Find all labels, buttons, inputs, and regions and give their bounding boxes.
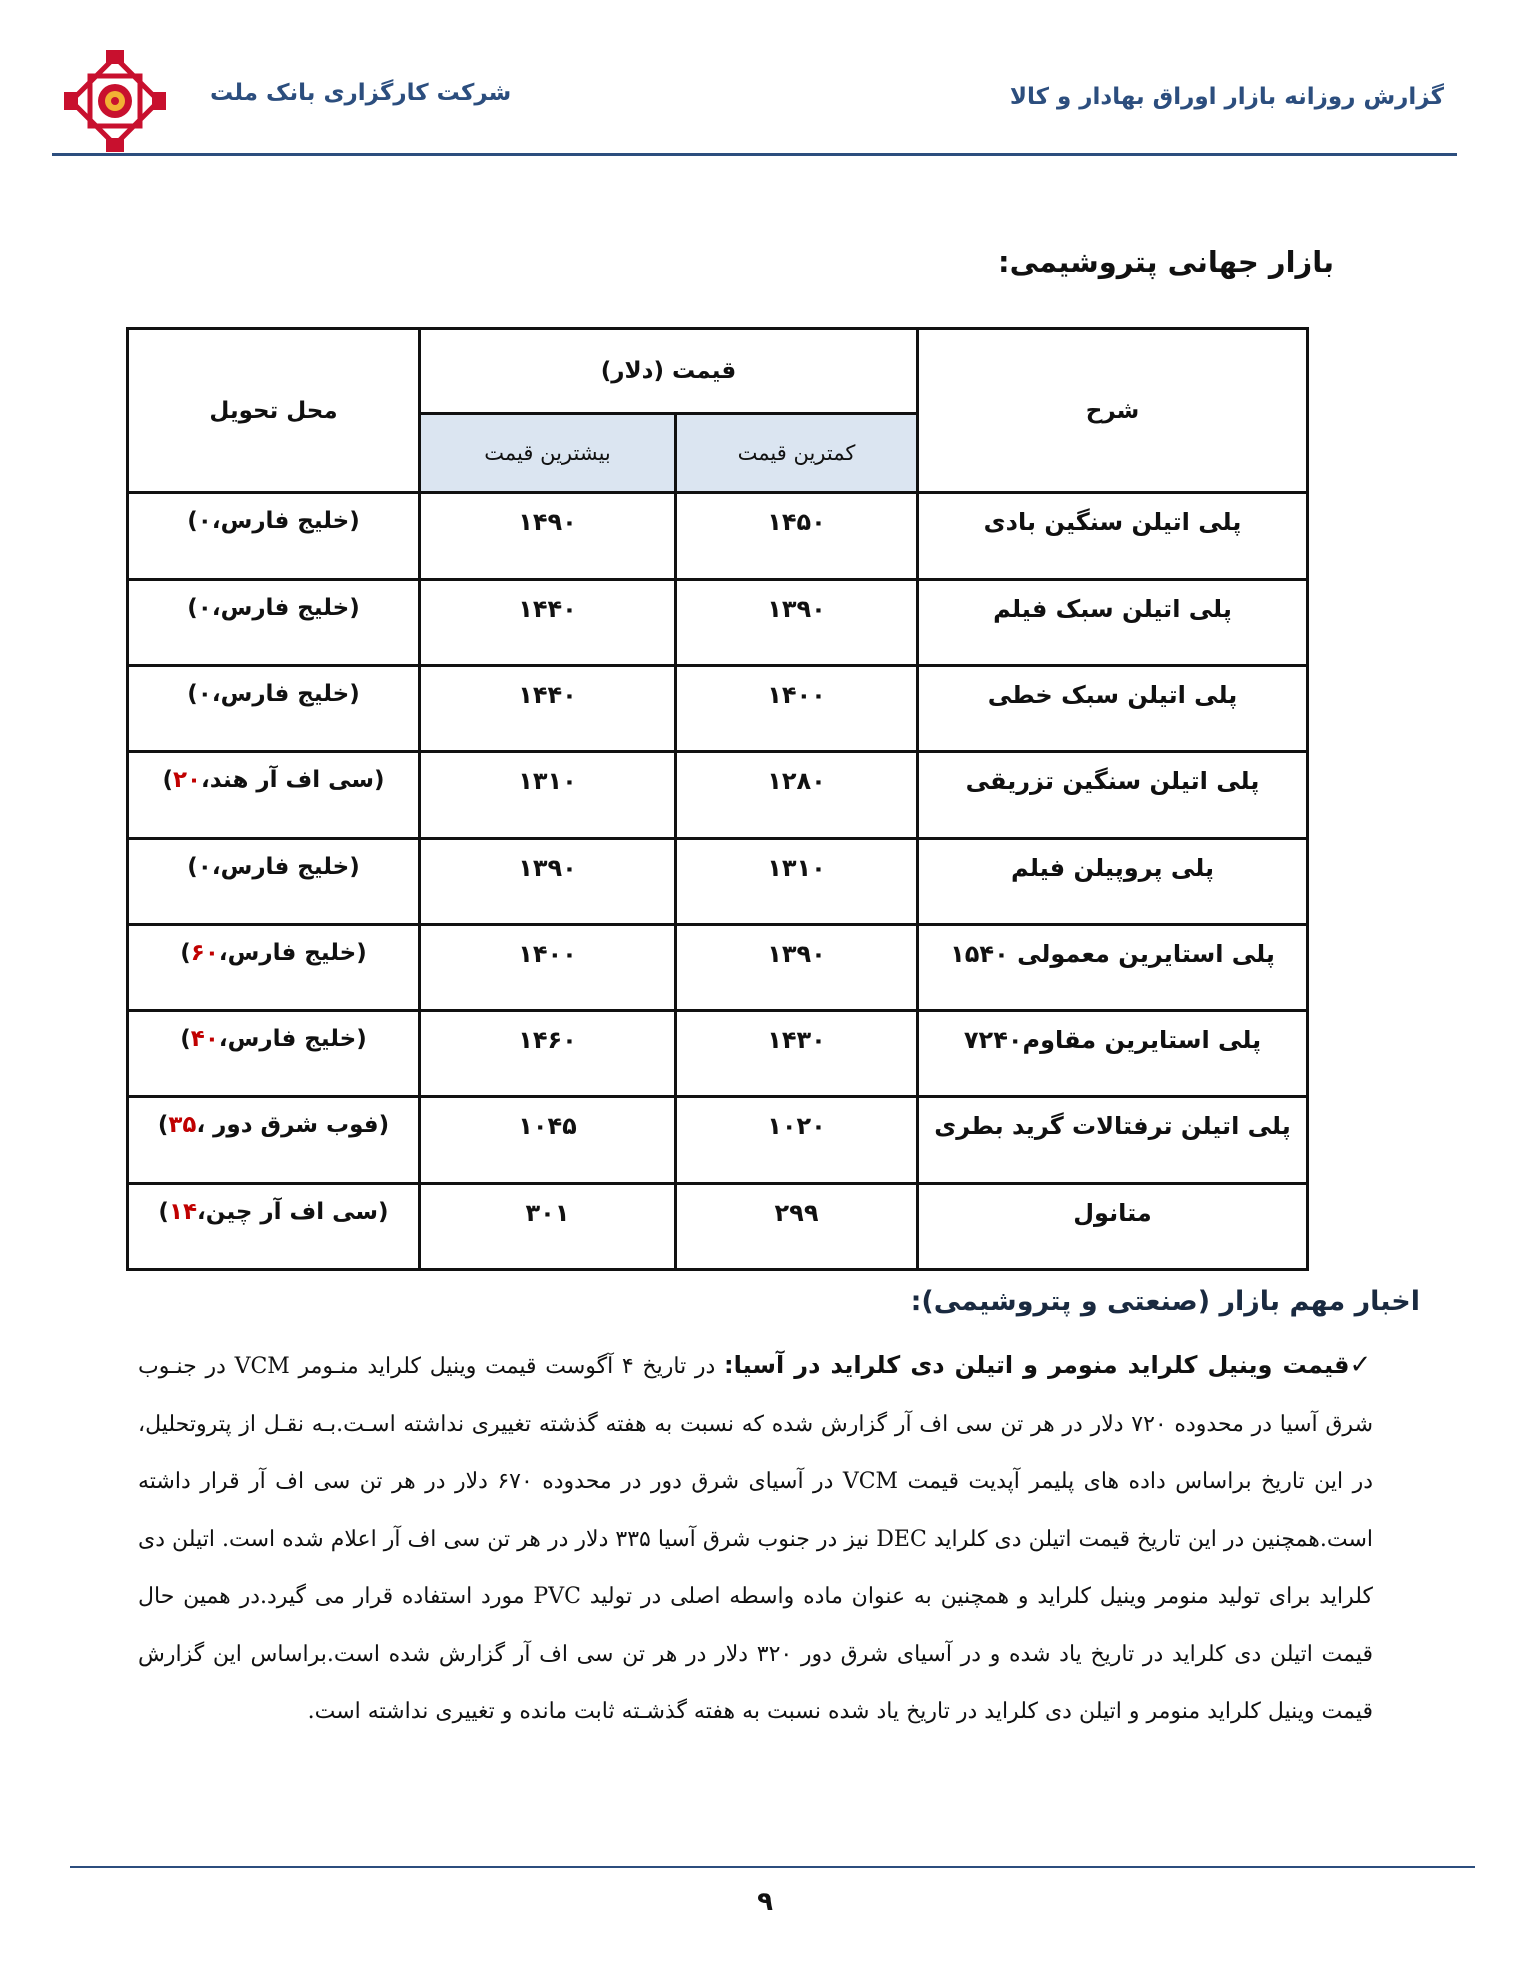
- header-divider: [52, 153, 1457, 156]
- delivery-close-paren: ): [162, 767, 173, 794]
- delivery-close-paren: ): [157, 1112, 169, 1139]
- product-name: متانول: [918, 1183, 1308, 1269]
- min-price: ۱۳۱۰: [676, 838, 918, 924]
- min-price: ۱۴۳۰: [676, 1011, 918, 1097]
- delivery-close-paren: ): [180, 1026, 191, 1053]
- product-name: پلی اتیلن سنگین تزریقی: [918, 752, 1308, 838]
- delivery-place: (سی اف آر چین،: [197, 1198, 389, 1225]
- min-price: ۱۳۹۰: [676, 579, 918, 665]
- max-price: ۱۴۴۰: [420, 666, 676, 752]
- min-price: ۲۹۹: [676, 1183, 918, 1269]
- max-price: ۱۳۱۰: [420, 752, 676, 838]
- page-number: ۹: [757, 1887, 773, 1917]
- footer-divider: [70, 1866, 1475, 1868]
- max-price: ۱۴۴۰: [420, 579, 676, 665]
- price-change: ۳۵: [168, 1112, 197, 1139]
- header-max-price: بیشترین قیمت: [420, 414, 676, 493]
- product-name: پلی اتیلن سبک فیلم: [918, 579, 1308, 665]
- product-name: پلی پروپیلن فیلم: [918, 838, 1308, 924]
- delivery-location: [128, 666, 420, 752]
- delivery-location: [128, 493, 420, 579]
- table-row: [128, 579, 1308, 665]
- checkmark-icon: ✓: [1349, 1350, 1373, 1380]
- delivery-place: (سی اف آر هند،: [201, 767, 385, 794]
- delivery-location: [128, 579, 420, 665]
- delivery-location: [128, 752, 420, 838]
- delivery-place: (خلیج فارس،: [211, 681, 360, 707]
- delivery-location: [128, 924, 420, 1010]
- company-name: شرکت کارگزاری بانک ملت: [210, 80, 512, 106]
- max-price: ۱۳۹۰: [420, 838, 676, 924]
- max-price: ۱۴۶۰: [420, 1011, 676, 1097]
- news-body: در تاریخ ۴ آگوست قیمت وینیل کلراید منـومر VCM در جنـوب شرق آسیا در محدوده ۷۲۰ دلار در هر تن سی اف آر گزارش شده که نسبت به هفته گذشته تغییری نداشته اسـت.بـه نقـل از پتروتحلیل، در این تاریخ براساس داده های پلیمر آپدیت قیمت VCM در آسیای شرق دور در محدوده ۶۷۰ دلار در هر تن سی اف آر قرار داشته است.همچنین در این تاریخ قیمت اتیلن دی کلراید DEC نیز در جنوب شرق آسیا ۳۳۵ دلار در هر تن سی اف آر اعلام شده است. اتیلن دی کلراید برای تولید منومر وینیل کلراید و همچنین به عنوان ماده واسطه اصلی در تولید PVC مورد استفاده قرار می گیرد.در همین حال قیمت اتیلن دی کلراید در تاریخ یاد شده و در آسیای شرق دور ۳۲۰ دلار در هر تن سی اف آر گزارش شده است.براساس این گزارش قیمت وینیل کلراید منومر و اتیلن دی کلراید در تاریخ یاد شده نسبت به هفته گذشـته ثابت مانده و تغییری نداشته است.: [138, 1354, 1374, 1724]
- max-price: ۱۴۹۰: [420, 493, 676, 579]
- max-price: ۱۰۴۵: [420, 1097, 676, 1183]
- delivery-place: (خلیج فارس،: [211, 594, 360, 621]
- max-price: ۳۰۱: [420, 1183, 676, 1269]
- min-price: ۱۳۹۰: [676, 924, 918, 1010]
- news-paragraph: [138, 1337, 1373, 1741]
- table-row: [128, 838, 1308, 924]
- table-row: [128, 752, 1308, 838]
- product-name: پلی اتیلن ترفتالات گرید بطری: [918, 1097, 1308, 1183]
- table-row: [128, 924, 1308, 1010]
- min-price: ۱۴۵۰: [676, 493, 918, 579]
- bank-mellat-logo-icon: [62, 48, 168, 154]
- product-name: پلی استایرین معمولی ۱۵۴۰: [918, 924, 1308, 1010]
- petrochemical-price-table: [126, 327, 1309, 1271]
- delivery-place: (خلیج فارس،: [211, 853, 360, 880]
- product-name: پلی اتیلن سنگین بادی: [918, 493, 1308, 579]
- delivery-location: [128, 838, 420, 924]
- table-row: [128, 1011, 1308, 1097]
- price-change: ۲۰: [172, 767, 202, 794]
- product-name: پلی استایرین مقاوم۷۲۴۰: [918, 1011, 1308, 1097]
- section-title-market-news: اخبار مهم بازار (صنعتی و پتروشیمی):: [910, 1286, 1420, 1317]
- table-row: [128, 1183, 1308, 1269]
- price-change: ۰: [197, 508, 212, 535]
- table-row: [128, 493, 1308, 579]
- delivery-close-paren: ): [180, 939, 191, 966]
- delivery-place: (خلیج فارس،: [218, 939, 367, 966]
- delivery-close-paren: ): [187, 594, 198, 621]
- section-title-global-petrochemical: بازار جهانی پتروشیمی:: [998, 245, 1334, 279]
- price-change: ۰: [197, 681, 212, 707]
- news-lead: قیمت وینیل کلراید منومر و اتیلن دی کلراید در آسیا:: [724, 1351, 1350, 1379]
- table-row: [128, 1097, 1308, 1183]
- delivery-close-paren: ): [187, 508, 198, 535]
- product-name: پلی اتیلن سبک خطی: [918, 666, 1308, 752]
- price-change: ۶۰: [190, 939, 219, 966]
- min-price: ۱۲۸۰: [676, 752, 918, 838]
- report-title: گزارش روزانه بازار اوراق بهادار و کالا: [1009, 84, 1444, 110]
- delivery-location: [128, 1011, 420, 1097]
- min-price: ۱۴۰۰: [676, 666, 918, 752]
- price-change: ۱۴: [168, 1198, 198, 1225]
- delivery-close-paren: ): [158, 1198, 169, 1225]
- price-change: ۰: [197, 594, 212, 621]
- delivery-place: (فوب شرق دور ،: [196, 1112, 390, 1139]
- header-delivery: محل تحویل: [128, 329, 420, 493]
- delivery-location: [128, 1183, 420, 1269]
- delivery-place: (خلیج فارس،: [211, 508, 360, 535]
- min-price: ۱۰۲۰: [676, 1097, 918, 1183]
- price-change: ۴۰: [190, 1026, 219, 1053]
- delivery-location: [128, 1097, 420, 1183]
- header-price-group: قیمت (دلار): [420, 329, 918, 414]
- delivery-close-paren: ): [187, 853, 198, 880]
- table-row: [128, 666, 1308, 752]
- delivery-place: (خلیج فارس،: [218, 1026, 367, 1053]
- price-change: ۰: [197, 853, 212, 880]
- header-description: شرح: [918, 329, 1308, 493]
- delivery-close-paren: ): [187, 681, 198, 707]
- header-min-price: کمترین قیمت: [676, 414, 918, 493]
- max-price: ۱۴۰۰: [420, 924, 676, 1010]
